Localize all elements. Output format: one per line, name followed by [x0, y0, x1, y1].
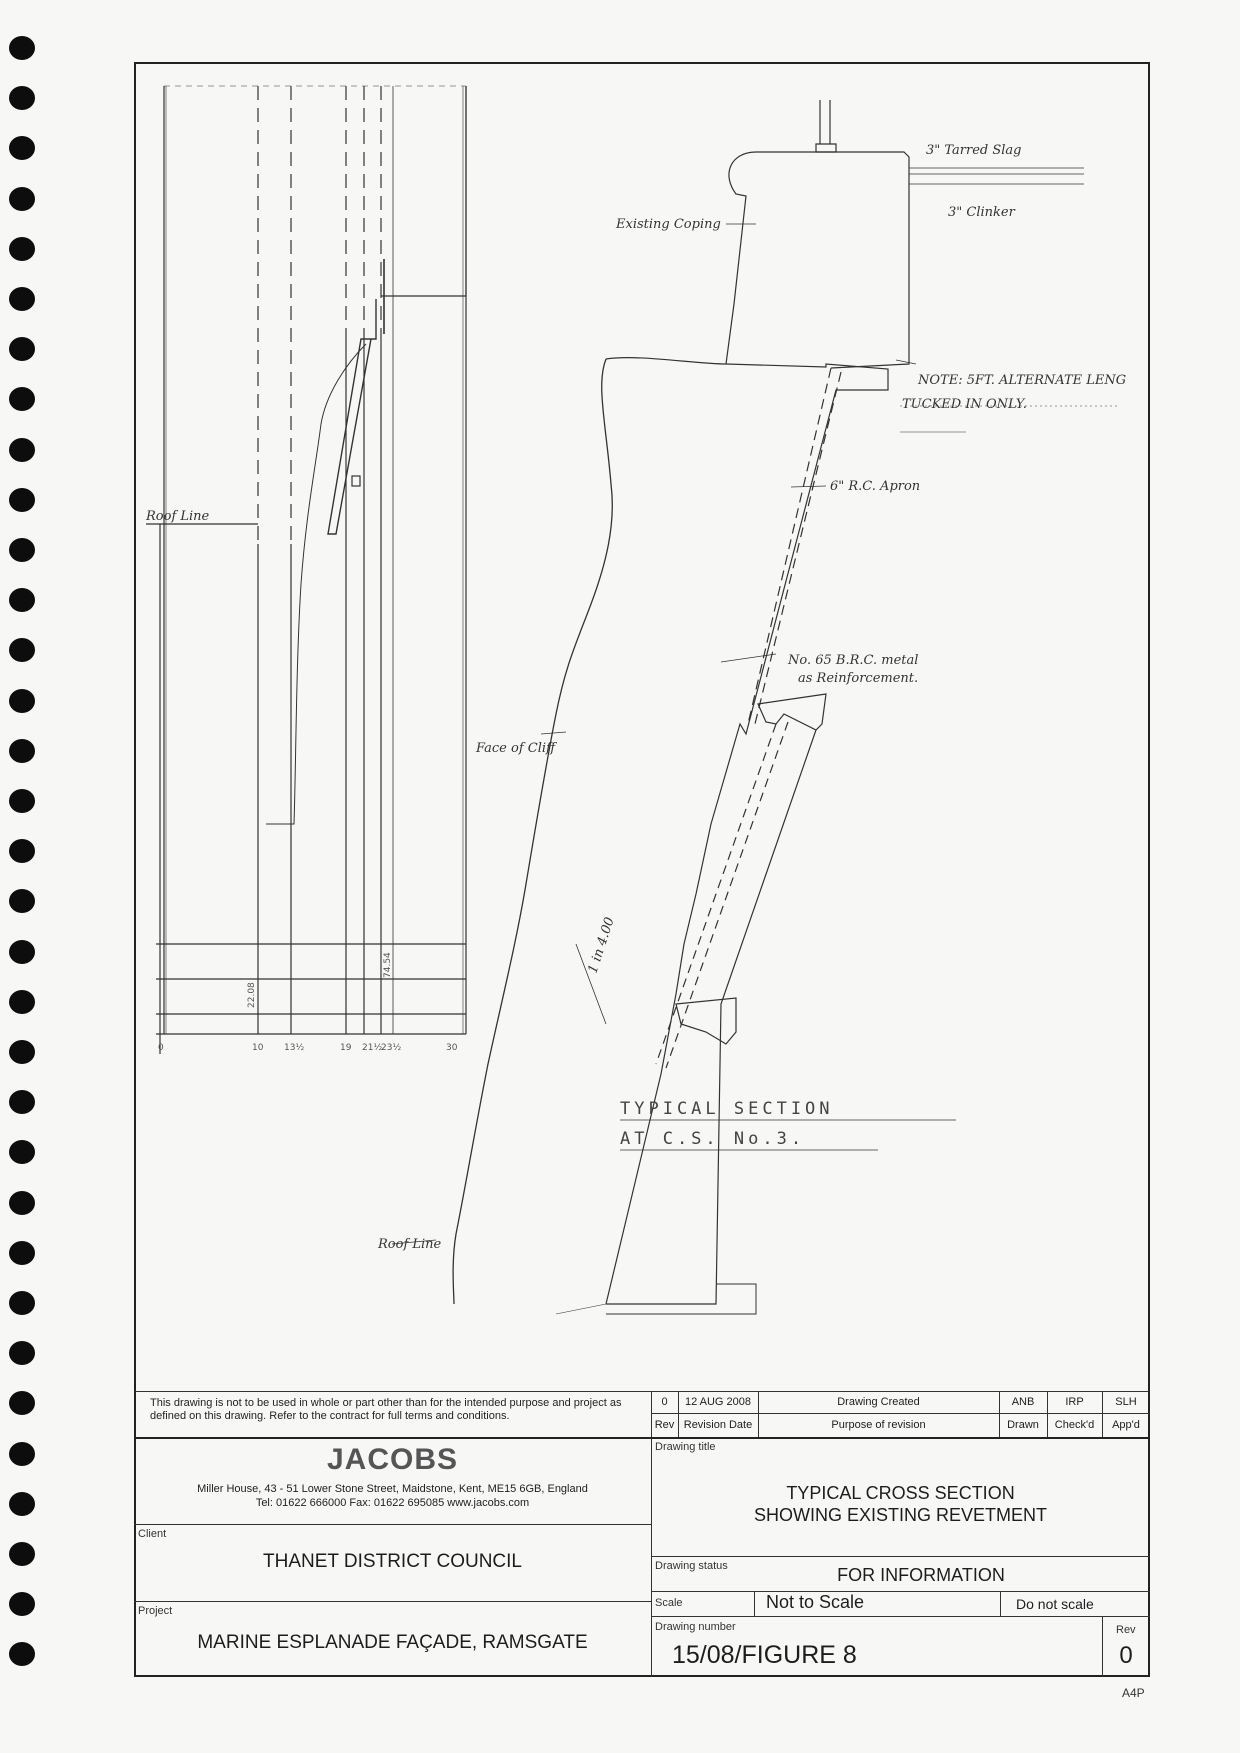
header-approved: App'd: [1112, 1419, 1140, 1431]
binder-hole: [9, 588, 35, 612]
label-tarred-slag: 3" Tarred Slag: [926, 143, 1022, 158]
binder-hole: [9, 1341, 35, 1365]
binder-hole: [9, 287, 35, 311]
revision-purpose: Drawing Created: [837, 1396, 920, 1408]
rev-value: 0: [1119, 1642, 1133, 1669]
label-roof-line-bottom: Roof Line: [378, 1237, 442, 1252]
scale-tick: 13½: [284, 1043, 305, 1053]
side-mark: 74.54: [383, 952, 393, 978]
binder-holes: [0, 0, 60, 1753]
binder-hole: [9, 940, 35, 964]
revision-approved: SLH: [1115, 1396, 1137, 1408]
title-block: [134, 1391, 1150, 1677]
revision-checked: IRP: [1065, 1396, 1084, 1408]
binder-hole: [9, 187, 35, 211]
binder-hole: [9, 1642, 35, 1666]
drawing-title-line2: SHOWING EXISTING REVETMENT: [753, 1505, 1048, 1525]
label-clinker: 3" Clinker: [948, 205, 1015, 220]
label-reinforcement-2: as Reinforcement.: [798, 671, 919, 686]
scale-tick: 19: [340, 1043, 352, 1053]
binder-hole: [9, 1442, 35, 1466]
section-title-line1: TYPICAL SECTION: [620, 1099, 834, 1119]
disclaimer: This drawing is not to be used in whole or part other than for the intended purpose and project as defined on this drawing. Refer to the contract for full terms and conditions.: [150, 1397, 622, 1422]
label-apron: 6" R.C. Apron: [830, 479, 921, 494]
binder-hole: [9, 337, 35, 361]
binder-hole: [9, 889, 35, 913]
scale-tick: 0: [158, 1043, 164, 1053]
scale-value: Not to Scale: [766, 1592, 865, 1612]
do-not-scale: Do not scale: [1016, 1596, 1094, 1612]
binder-hole: [9, 1241, 35, 1265]
label-note-line2: TUCKED IN ONLY.: [902, 397, 1027, 412]
header-rev: Rev: [654, 1419, 675, 1431]
client-name: THANET DISTRICT COUNCIL: [263, 1551, 522, 1572]
drawing-title-line1: TYPICAL CROSS SECTION: [786, 1483, 1015, 1503]
label-face-of-cliff: Face of Cliff: [476, 741, 556, 756]
label-note: NOTE: 5FT. ALTERNATE LENG: [918, 373, 1127, 388]
client-label: Client: [138, 1528, 167, 1540]
company-contact: Tel: 01622 666000 Fax: 01622 695085 www.jacobs.com: [255, 1497, 530, 1509]
revision-drawn: ANB: [1011, 1396, 1035, 1408]
revision-date: 12 AUG 2008: [684, 1396, 752, 1408]
revision-rev: 0: [661, 1396, 668, 1408]
scale-tick: 23½: [381, 1043, 402, 1053]
binder-hole: [9, 488, 35, 512]
binder-hole: [9, 1291, 35, 1315]
rev-label: Rev: [1116, 1624, 1136, 1636]
binder-hole: [9, 1090, 35, 1114]
scale-label: Scale: [655, 1597, 683, 1609]
label-slope: 1 in 4.00: [585, 915, 618, 976]
binder-hole: [9, 689, 35, 713]
binder-hole: [9, 1592, 35, 1616]
scale-tick: 21½: [362, 1043, 383, 1053]
binder-hole: [9, 1492, 35, 1516]
sheet-size: A4P: [1122, 1686, 1145, 1700]
binder-hole: [9, 438, 35, 462]
drawing-number: 15/08/FIGURE 8: [672, 1641, 857, 1669]
drawing-status-label: Drawing status: [655, 1560, 728, 1572]
drawing-title-label: Drawing title: [655, 1441, 716, 1453]
binder-hole: [9, 739, 35, 763]
company-logo: JACOBS: [326, 1443, 459, 1476]
project-name: MARINE ESPLANADE FAÇADE, RAMSGATE: [197, 1632, 588, 1653]
drawing-number-label: Drawing number: [655, 1621, 736, 1633]
binder-hole: [9, 36, 35, 60]
binder-hole: [9, 538, 35, 562]
header-drawn: Drawn: [1007, 1419, 1039, 1431]
scale-tick: 30: [446, 1043, 458, 1053]
binder-hole: [9, 789, 35, 813]
binder-hole: [9, 638, 35, 662]
side-mark: 22.08: [247, 982, 257, 1008]
label-reinforcement-1: No. 65 B.R.C. metal: [788, 653, 919, 668]
binder-hole: [9, 1191, 35, 1215]
scale-tick: 10: [252, 1043, 264, 1053]
project-label: Project: [138, 1605, 173, 1617]
binder-hole: [9, 1140, 35, 1164]
binder-hole: [9, 839, 35, 863]
binder-hole: [9, 237, 35, 261]
binder-hole: [9, 387, 35, 411]
binder-hole: [9, 86, 35, 110]
label-existing-coping: Existing Coping: [616, 217, 721, 232]
elevation-inset: [146, 86, 466, 1054]
company-address: Miller House, 43 - 51 Lower Stone Street, Maidstone, Kent, ME15 6GB, England: [197, 1483, 588, 1495]
drawing-status: FOR INFORMATION: [837, 1565, 1005, 1585]
binder-hole: [9, 1391, 35, 1415]
label-roof-line-left: Roof Line: [146, 509, 210, 524]
engineering-drawing: [136, 64, 1148, 1389]
binder-hole: [9, 1542, 35, 1566]
section-title-line2: AT C.S. No.3.: [620, 1129, 806, 1149]
header-date: Revision Date: [683, 1419, 753, 1431]
header-purpose: Purpose of revision: [831, 1419, 926, 1431]
binder-hole: [9, 136, 35, 160]
binder-hole: [9, 1040, 35, 1064]
binder-hole: [9, 990, 35, 1014]
header-checked: Check'd: [1054, 1419, 1095, 1431]
